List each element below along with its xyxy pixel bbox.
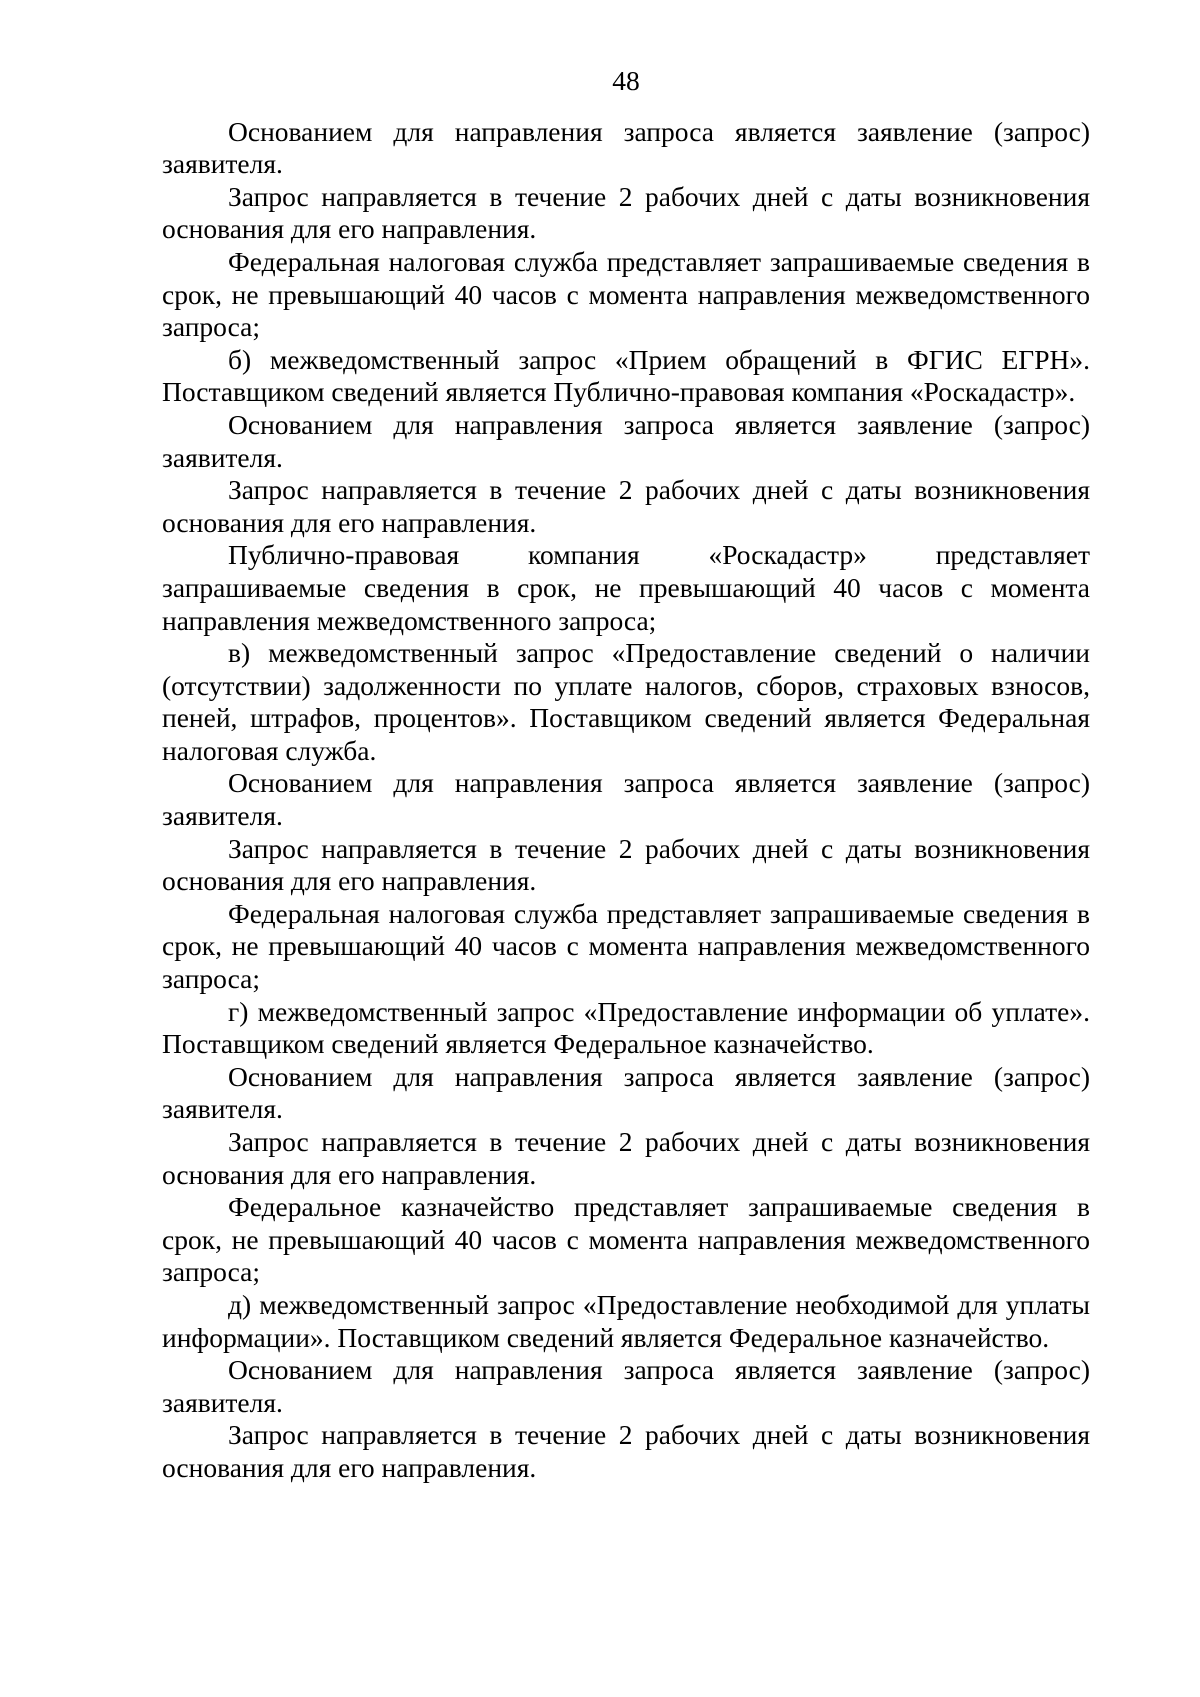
paragraph: Запрос направляется в течение 2 рабочих дней с даты возникновения основания для его направления.: [162, 180, 1090, 245]
paragraph: Федеральная налоговая служба представляет запрашиваемые сведения в срок, не превышающий 40 часов с момента направления межведомственного запроса;: [162, 897, 1090, 995]
paragraph: д) межведомственный запрос «Предоставление необходимой для уплаты информации». Поставщиком сведений является Федеральное казначейство.: [162, 1288, 1090, 1353]
paragraph: Основанием для направления запроса является заявление (запрос) заявителя.: [162, 115, 1090, 180]
paragraph: г) межведомственный запрос «Предоставление информации об уплате». Поставщиком сведений является Федеральное казначейство.: [162, 995, 1090, 1060]
paragraph: Публично-правовая компания «Роскадастр» представляет запрашиваемые сведения в срок, не превышающий 40 часов с момента направления межведомственного запроса;: [162, 539, 1090, 636]
document-body: [162, 116, 1090, 1485]
paragraph: Основанием для направления запроса является заявление (запрос) заявителя.: [162, 767, 1090, 832]
paragraph: Запрос направляется в течение 2 рабочих дней с даты возникновения основания для его направления.: [162, 832, 1090, 897]
paragraph: Основанием для направления запроса является заявление (запрос) заявителя.: [162, 1354, 1090, 1418]
paragraph: Запрос направляется в течение 2 рабочих дней с даты возникновения основания для его направления.: [162, 1419, 1090, 1483]
paragraph: б) межведомственный запрос «Прием обращений в ФГИС ЕГРН». Поставщиком сведений является Публично-правовая компания «Роскадастр».: [162, 343, 1090, 408]
page-number: 48: [612, 65, 640, 96]
paragraph: Запрос направляется в течение 2 рабочих дней с даты возникновения основания для его направления.: [162, 474, 1090, 538]
paragraph: в) межведомственный запрос «Предоставление сведений о наличии (отсутствии) задолженности по уплате налогов, сборов, страховых взносов, пеней, штрафов, процентов». Поставщиком сведений является Федеральная налоговая служба.: [162, 637, 1090, 766]
paragraph: Основанием для направления запроса является заявление (запрос) заявителя.: [162, 1060, 1090, 1125]
paragraph: Федеральная налоговая служба представляет запрашиваемые сведения в срок, не превышающий 40 часов с момента направления межведомственного запроса;: [162, 245, 1090, 343]
paragraph: Запрос направляется в течение 2 рабочих дней с даты возникновения основания для его направления.: [162, 1126, 1090, 1190]
paragraph: Федеральное казначейство представляет запрашиваемые сведения в срок, не превышающий 40 часов с момента направления межведомственного запроса;: [162, 1191, 1090, 1288]
paragraph: Основанием для направления запроса является заявление (запрос) заявителя.: [162, 408, 1090, 473]
